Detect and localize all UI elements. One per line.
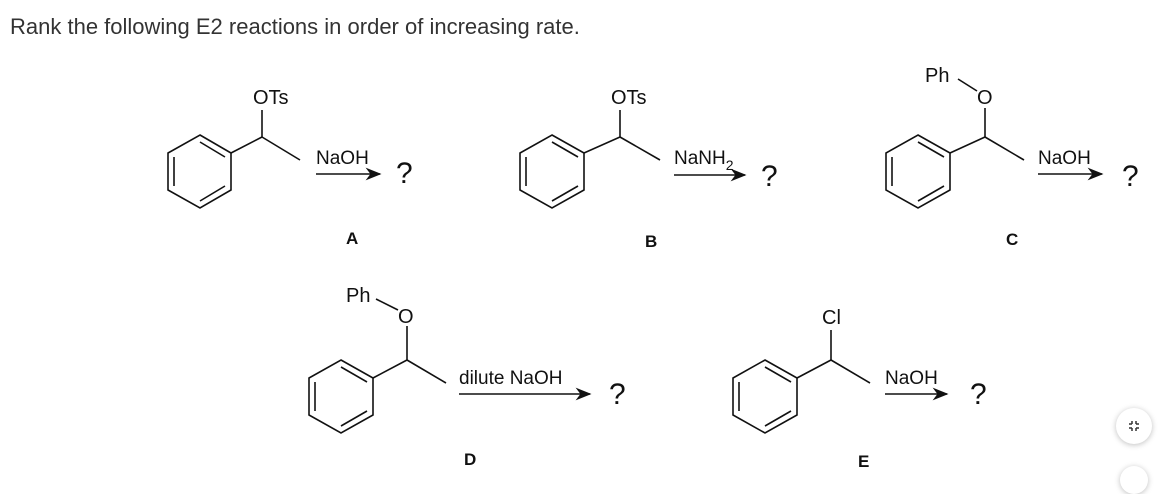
carbon-chain (584, 110, 660, 160)
reaction-b (520, 87, 778, 251)
product-unknown: ? (761, 160, 778, 193)
benzene-ring (886, 135, 950, 208)
chlorine-label: Cl (822, 307, 841, 329)
reaction-d (309, 285, 626, 469)
reaction-letter: B (645, 232, 658, 251)
floating-action-button[interactable] (1120, 466, 1148, 494)
product-unknown: ? (396, 157, 413, 190)
reaction-letter: A (346, 229, 359, 248)
reagent-label: NaOH (1038, 148, 1091, 169)
phenyl-label: Ph (925, 65, 950, 87)
reaction-c (886, 65, 1139, 249)
benzene-ring (733, 360, 797, 433)
leaving-group-label: OTs (253, 87, 289, 109)
phenyl-label: Ph (346, 285, 371, 307)
question-text: Rank the following E2 reactions in order of increasing rate. (10, 14, 580, 39)
benzene-ring (168, 135, 231, 208)
leaving-group-label: OTs (611, 87, 647, 109)
reaction-letter: D (464, 450, 477, 469)
product-unknown: ? (970, 378, 987, 411)
reagent-main: NaNH (674, 148, 726, 169)
zoom-button[interactable] (1116, 408, 1152, 444)
product-unknown: ? (609, 378, 626, 411)
oxygen-label: O (977, 87, 993, 109)
carbon-chain (231, 110, 300, 160)
reagent-subscript: 2 (725, 157, 734, 173)
carbon-chain (797, 330, 870, 383)
oxygen-label: O (398, 306, 414, 328)
product-unknown: ? (1122, 160, 1139, 193)
reagent-label: NaOH (885, 368, 938, 389)
reaction-a (168, 87, 413, 248)
reaction-e (733, 307, 987, 471)
benzene-ring (520, 135, 584, 208)
reaction-letter: C (1006, 230, 1019, 249)
reagent-label: NaOH (316, 148, 369, 169)
reagent-label (674, 148, 734, 173)
benzene-ring (309, 360, 373, 433)
reagent-label: dilute NaOH (459, 368, 563, 389)
reaction-letter: E (858, 452, 870, 471)
zoom-icon (1126, 418, 1142, 434)
